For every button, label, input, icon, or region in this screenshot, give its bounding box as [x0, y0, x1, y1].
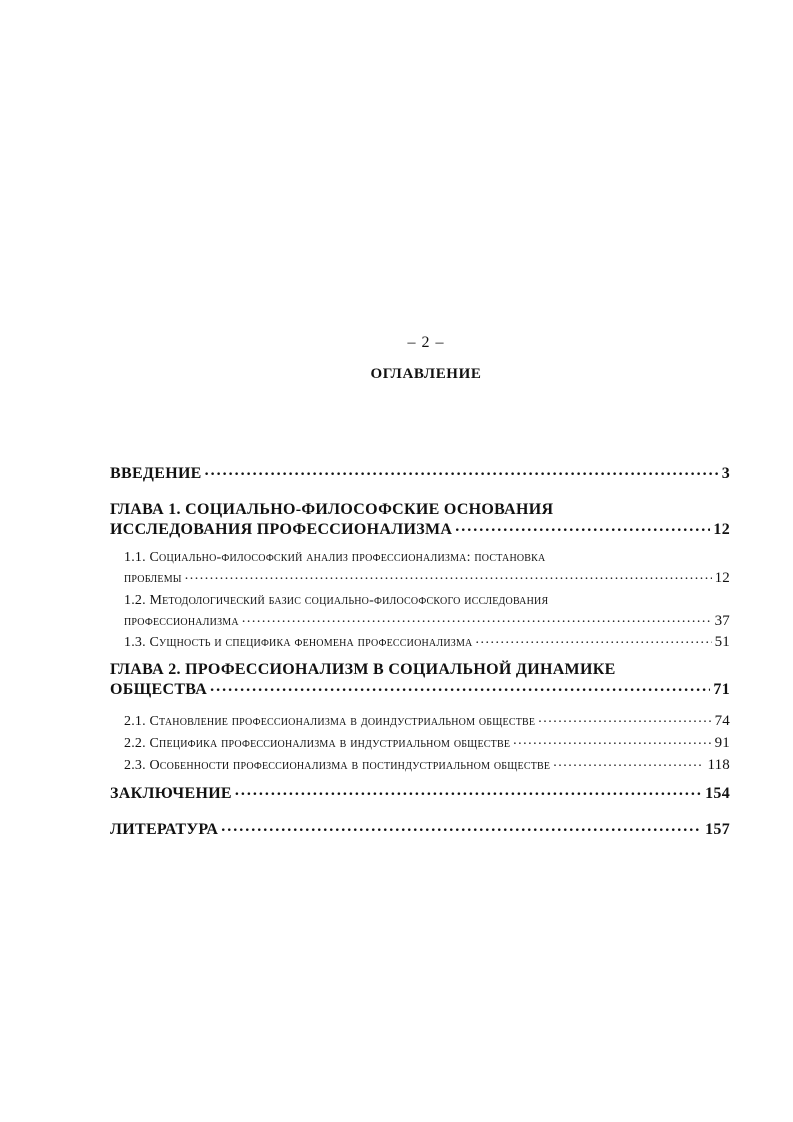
toc-entry-page: 91 — [714, 735, 730, 751]
toc-entry-section-1-2[interactable] — [124, 591, 730, 631]
dot-leader — [553, 753, 704, 773]
toc-entry-chapter-1[interactable] — [110, 500, 730, 540]
toc-entry-title: ВВЕДЕНИЕ — [110, 465, 202, 482]
dot-leader — [235, 781, 702, 801]
toc-entry-page: 51 — [714, 634, 730, 650]
toc-entry-conclusion[interactable] — [110, 784, 730, 804]
toc-entry-title: 2.3. Особенности профессионализма в постиндустриальном обществе — [124, 758, 551, 773]
dot-leader — [455, 517, 710, 537]
toc-entry-title: 1.3. Сущность и специфика феномена профессионализма — [124, 635, 473, 650]
dot-leader — [210, 677, 710, 697]
toc-entry-literature[interactable] — [110, 820, 730, 840]
toc-entry-page: 118 — [707, 757, 730, 773]
toc-entry-title-cont: профессионализма — [124, 614, 239, 629]
toc-entry-page: 157 — [705, 821, 730, 838]
toc-entry-title: 1.2. Методологический базис социально-философского исследования — [124, 593, 549, 608]
page-number: – 2 – — [407, 334, 445, 351]
toc-entry-page: 71 — [713, 681, 730, 698]
dot-leader — [185, 566, 712, 586]
toc-entry-page: 154 — [705, 785, 730, 802]
dot-leader — [475, 630, 711, 650]
toc-entry-page: 12 — [713, 521, 730, 538]
toc-entry-intro[interactable] — [110, 464, 730, 484]
dot-leader — [221, 817, 702, 837]
toc-entry-title-cont: ОБЩЕСТВА — [110, 681, 208, 698]
toc-entry-chapter-2[interactable] — [110, 660, 730, 700]
toc-title: ОГЛАВЛЕНИЕ — [370, 366, 482, 382]
toc-entry-title: 2.2. Специфика профессионализма в индустриальном обществе — [124, 736, 511, 751]
dot-leader — [538, 709, 711, 729]
toc-entry-section-2-3[interactable] — [124, 755, 730, 775]
toc-entry-page: 37 — [714, 613, 730, 629]
dot-leader — [242, 609, 712, 629]
toc-entry-title: ЗАКЛЮЧЕНИЕ — [110, 785, 232, 802]
dot-leader — [205, 461, 719, 481]
toc-entry-section-1-3[interactable] — [124, 632, 730, 652]
toc-entry-title: ГЛАВА 1. СОЦИАЛЬНО-ФИЛОСОФСКИЕ ОСНОВАНИЯ — [110, 501, 554, 518]
toc-entry-section-2-2[interactable] — [124, 733, 730, 753]
toc-entry-title: ГЛАВА 2. ПРОФЕССИОНАЛИЗМ В СОЦИАЛЬНОЙ ДИНАМИКЕ — [110, 661, 616, 678]
toc-entry-title: 1.1. Социально-философский анализ профессионализма: постановка — [124, 550, 546, 565]
toc-entry-title: ЛИТЕРАТУРА — [110, 821, 219, 838]
toc-entry-page: 74 — [714, 713, 730, 729]
toc-entry-page: 3 — [721, 465, 730, 482]
toc-entry-page: 12 — [714, 570, 730, 586]
toc-entry-title-cont: ИССЛЕДОВАНИЯ ПРОФЕССИОНАЛИЗМА — [110, 521, 453, 538]
toc-entry-section-1-1[interactable] — [124, 548, 730, 588]
toc-entry-title: 2.1. Становление профессионализма в доиндустриальном обществе — [124, 714, 536, 729]
toc-entry-title-cont: проблемы — [124, 571, 182, 586]
dot-leader — [513, 731, 711, 751]
toc-entry-section-2-1[interactable] — [124, 711, 730, 731]
